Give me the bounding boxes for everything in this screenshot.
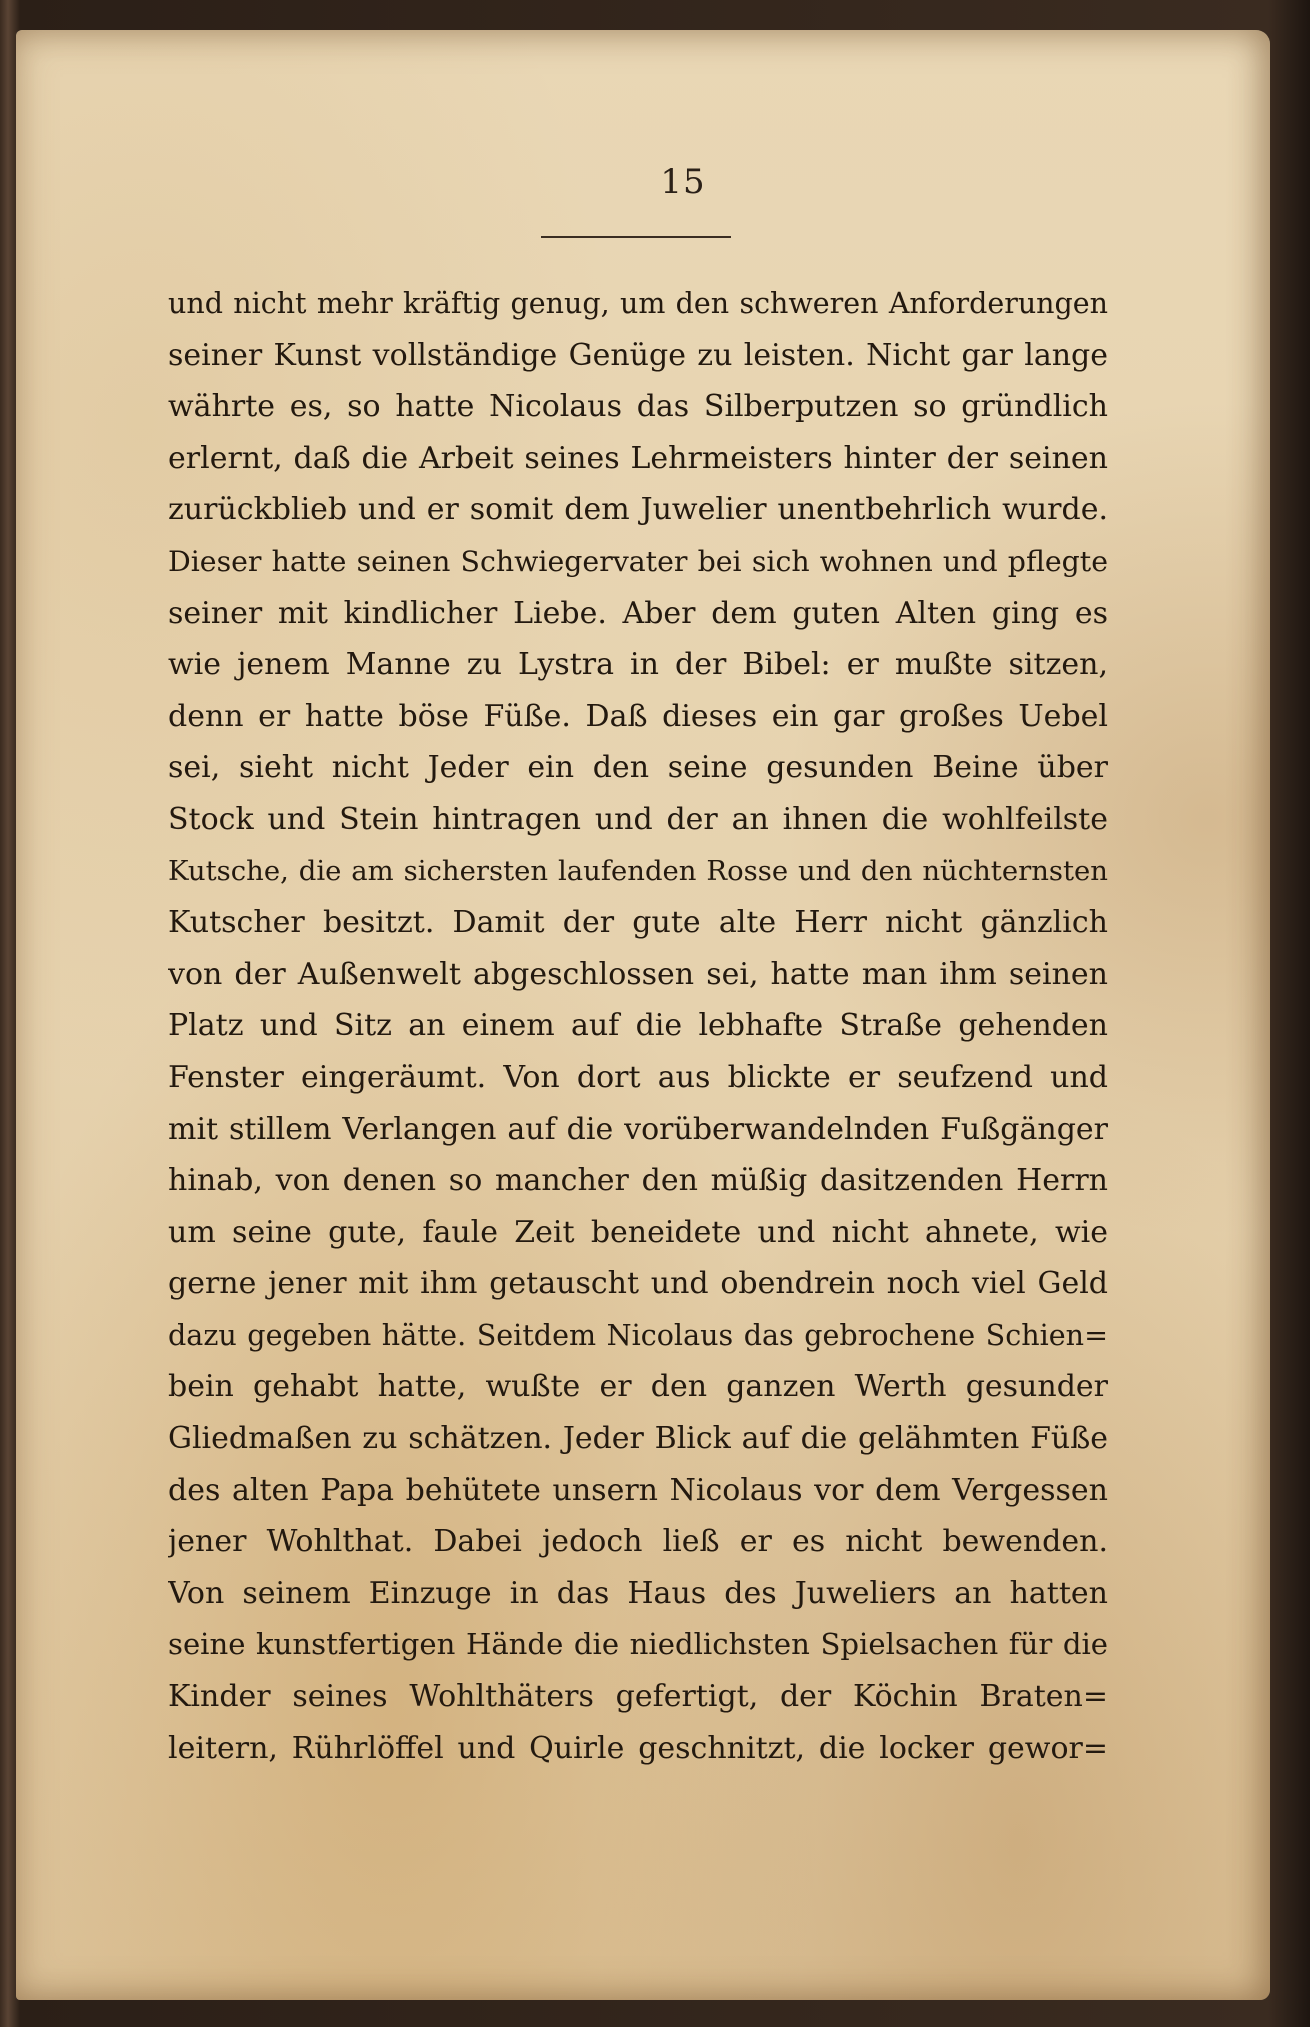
text-line: leitern, Rührlöffel und Quirle geschnitzt, die locker gewor= <box>168 1730 1108 1766</box>
text-line: währte es, so hatte Nicolaus das Silberputzen so gründlich <box>168 389 1108 425</box>
text-line: sei, sieht nicht Jeder ein den seine gesunden Beine über <box>168 750 1108 786</box>
text-line: Gliedmaßen zu schätzen. Jeder Blick auf die gelähmten Füße <box>168 1421 1108 1457</box>
text-line: Von seinem Einzuge in das Haus des Juweliers an hatten <box>168 1575 1108 1611</box>
text-line: bein gehabt hatte, wußte er den ganzen Werth gesunder <box>168 1369 1108 1405</box>
text-line: Fenster eingeräumt. Von dort aus blickte er seufzend und <box>168 1059 1108 1095</box>
text-line: seine kunstfertigen Hände die niedlichsten Spielsachen für die <box>168 1627 1108 1662</box>
text-line: seiner mit kindlicher Liebe. Aber dem guten Alten ging es <box>168 595 1108 631</box>
header-rule <box>541 236 731 238</box>
text-line: zurückblieb und er somit dem Juwelier unentbehrlich wurde. <box>168 492 1108 528</box>
text-line: denn er hatte böse Füße. Daß dieses ein gar großes Uebel <box>168 698 1108 734</box>
page-number-text: 15 <box>660 162 706 202</box>
body-text <box>168 278 1108 1774</box>
text-line: dazu gegeben hätte. Seitdem Nicolaus das gebrochene Schien= <box>168 1317 1108 1352</box>
text-line: hinab, von denen so mancher den müßig dasitzenden Herrn <box>168 1163 1108 1199</box>
text-line: Stock und Stein hintragen und der an ihnen die wohlfeilste <box>168 801 1108 837</box>
text-line: Kutsche, die am sichersten laufenden Rosse und den nüchternsten <box>168 855 1108 887</box>
text-line: Kinder seines Wohlthäters gefertigt, der Köchin Braten= <box>168 1679 1108 1715</box>
text-line: Dieser hatte seinen Schwiegervater bei sich wohnen und pflegte <box>168 544 1108 578</box>
paper-sheet <box>16 30 1270 2000</box>
text-line: erlernt, daß die Arbeit seines Lehrmeisters hinter der seinen <box>168 440 1108 476</box>
text-line: gerne jener mit ihm getauscht und obendrein noch viel Geld <box>168 1266 1108 1302</box>
text-line: und nicht mehr kräftig genug, um den schweren Anforderungen <box>168 287 1108 320</box>
text-line: jener Wohlthat. Dabei jedoch ließ er es nicht bewenden. <box>168 1524 1108 1560</box>
text-line: des alten Papa behütete unsern Nicolaus vor dem Vergessen <box>168 1472 1108 1508</box>
text-line: um seine gute, faule Zeit beneidete und nicht ahnete, wie <box>168 1214 1108 1250</box>
page-number <box>16 162 1270 202</box>
text-line: seiner Kunst vollständige Genüge zu leisten. Nicht gar lange <box>168 337 1108 373</box>
text-line: Platz und Sitz an einem auf die lebhafte Straße gehenden <box>168 1008 1108 1044</box>
text-line: Kutscher besitzt. Damit der gute alte Herr nicht gänzlich <box>168 905 1108 941</box>
text-line: mit stillem Verlangen auf die vorüberwandelnden Fußgänger <box>168 1111 1108 1147</box>
text-line: wie jenem Manne zu Lystra in der Bibel: er mußte sitzen, <box>168 647 1108 683</box>
text-line: von der Außenwelt abgeschlossen sei, hatte man ihm seinen <box>168 956 1108 992</box>
